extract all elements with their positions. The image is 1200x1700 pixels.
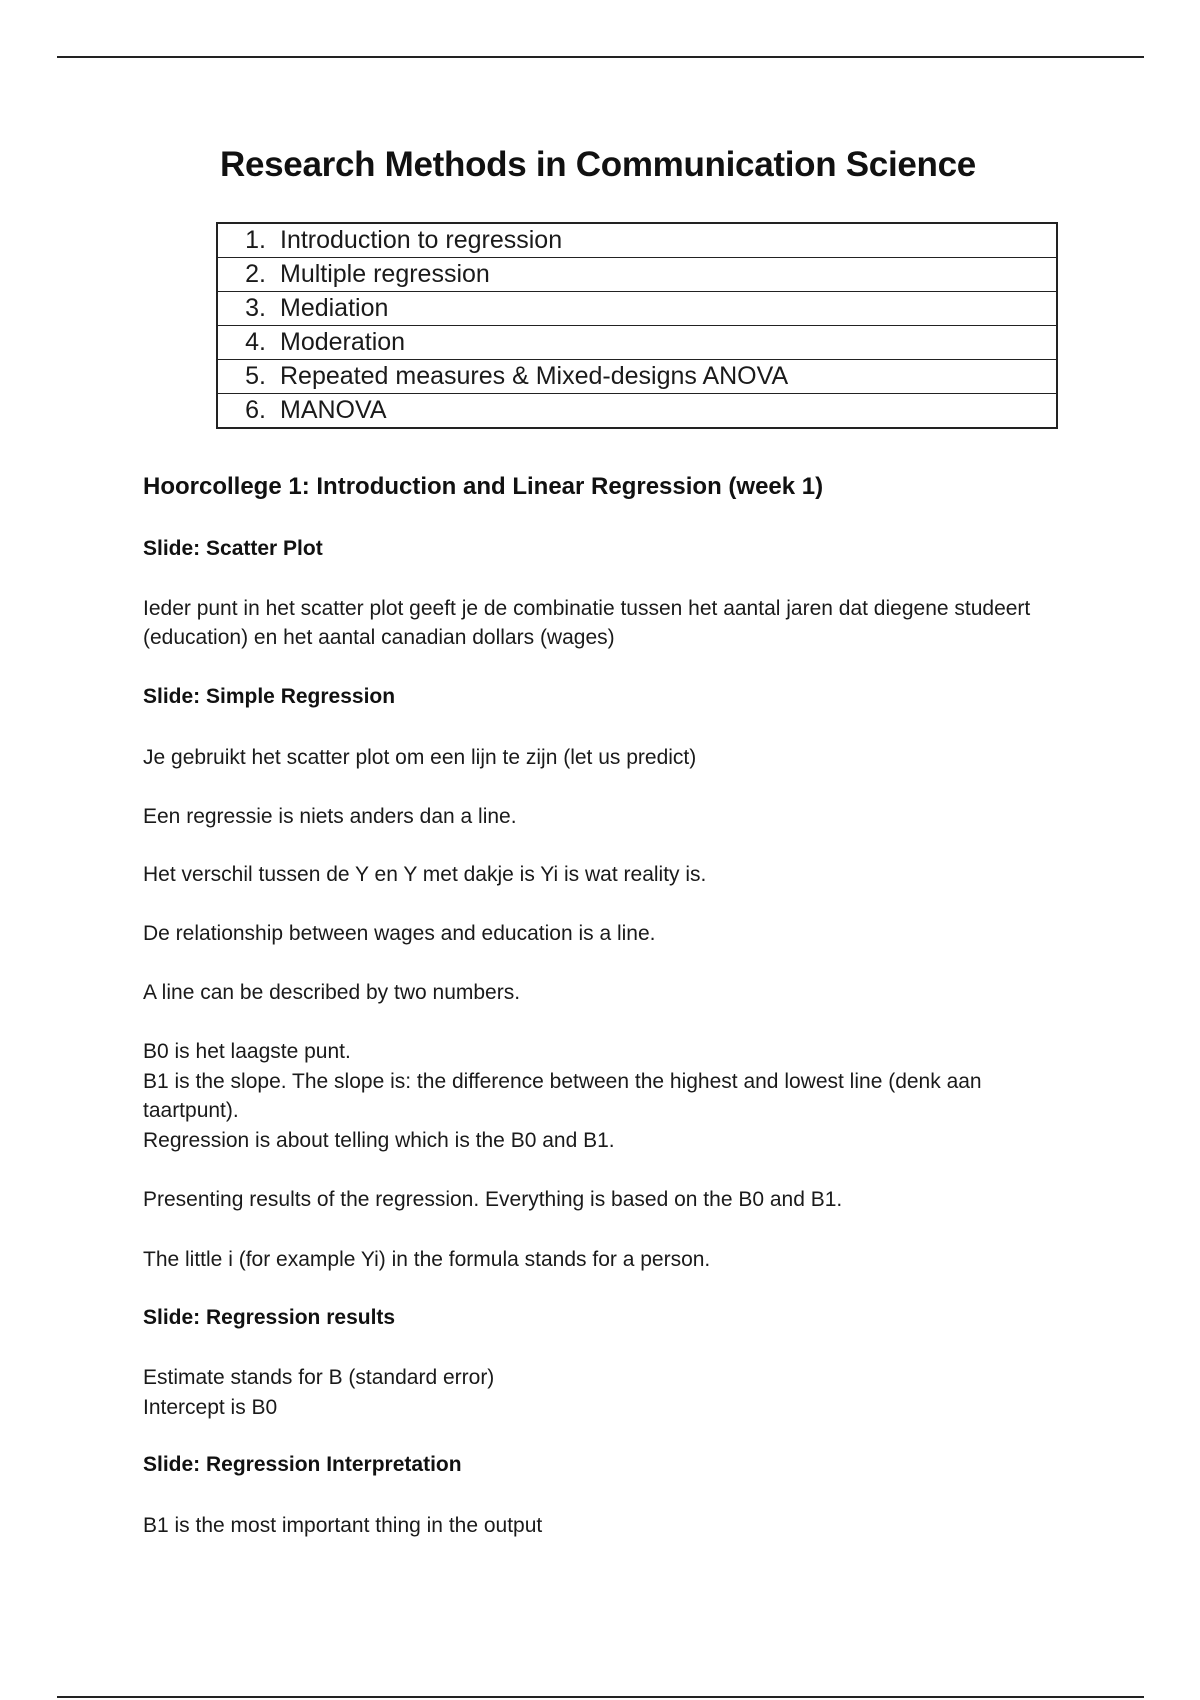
- paragraph: B0 is het laagste punt.: [143, 1040, 351, 1063]
- table-of-contents: [216, 222, 1058, 429]
- paragraph: The little i (for example Yi) in the formula stands for a person.: [143, 1248, 711, 1271]
- paragraph: B1 is the slope. The slope is: the difference between the highest and lowest line (denk aan taartpunt).: [143, 1070, 982, 1122]
- bottom-rule: [57, 1696, 1144, 1698]
- toc-row: [217, 258, 1057, 292]
- toc-number: 6.: [245, 396, 266, 424]
- toc-number: 5.: [245, 362, 266, 390]
- toc-label: MANOVA: [280, 396, 387, 424]
- toc-number: 4.: [245, 328, 266, 356]
- paragraph: Ieder punt in het scatter plot geeft je de combinatie tussen het aantal jaren dat diegene studeert (education) en het aantal canadian dollars (wages): [143, 597, 1031, 649]
- toc-label: Mediation: [280, 294, 389, 322]
- toc-row: [217, 292, 1057, 326]
- paragraph: Je gebruikt het scatter plot om een lijn te zijn (let us predict): [143, 746, 697, 769]
- paragraph: Presenting results of the regression. Everything is based on the B0 and B1.: [143, 1188, 843, 1211]
- paragraph: A line can be described by two numbers.: [143, 981, 521, 1004]
- toc-label: Moderation: [280, 328, 406, 356]
- paragraph: B1 is the most important thing in the output: [143, 1514, 543, 1537]
- paragraph: Intercept is B0: [143, 1396, 278, 1419]
- paragraph: De relationship between wages and education is a line.: [143, 922, 656, 945]
- toc-label: Introduction to regression: [280, 226, 563, 254]
- toc-row: [217, 223, 1057, 258]
- toc-row: [217, 326, 1057, 360]
- section-heading: Slide: Regression Interpretation: [143, 1453, 462, 1476]
- paragraph: Het verschil tussen de Y en Y met dakje is Yi is wat reality is.: [143, 863, 707, 886]
- toc-label: Multiple regression: [280, 260, 490, 288]
- section-heading: Slide: Simple Regression: [143, 685, 396, 708]
- section-heading: Slide: Scatter Plot: [143, 537, 323, 560]
- toc-row: [217, 394, 1057, 429]
- document-title: Research Methods in Communication Science: [220, 145, 976, 184]
- paragraph: Regression is about telling which is the B0 and B1.: [143, 1129, 615, 1152]
- toc-label: Repeated measures & Mixed-designs ANOVA: [280, 362, 789, 390]
- top-rule: [57, 56, 1144, 58]
- toc-row: [217, 360, 1057, 394]
- paragraph: Een regressie is niets anders dan a line.: [143, 805, 517, 828]
- toc-number: 2.: [245, 260, 266, 288]
- section-heading: Slide: Regression results: [143, 1306, 396, 1329]
- paragraph: Estimate stands for B (standard error): [143, 1366, 495, 1389]
- lecture-heading: Hoorcollege 1: Introduction and Linear Regression (week 1): [143, 473, 824, 500]
- toc-number: 1.: [245, 226, 266, 254]
- toc-number: 3.: [245, 294, 266, 322]
